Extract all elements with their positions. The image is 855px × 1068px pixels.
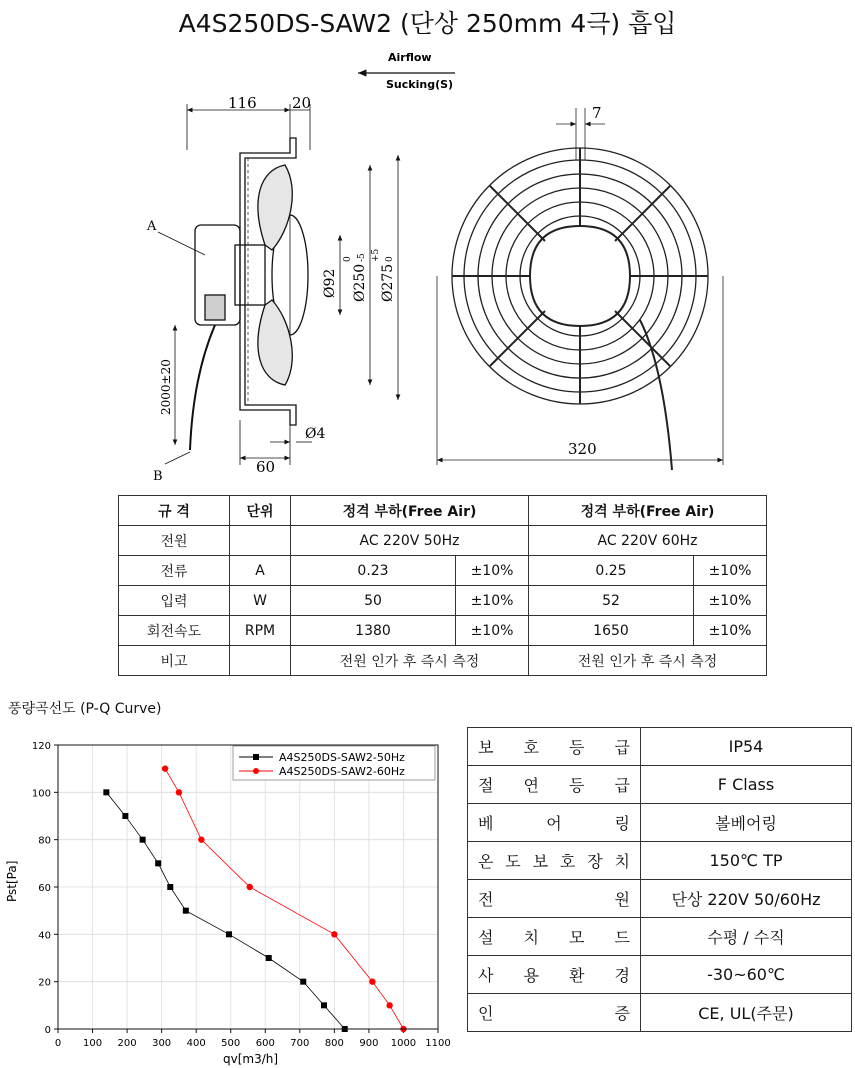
spec-value-50hz: 0.23: [291, 556, 456, 586]
feature-key: 온 도 보 호 장 치: [468, 842, 641, 880]
feature-value: 볼베어링: [641, 804, 852, 842]
dim-116: 116: [228, 94, 257, 112]
spec-value-50hz: AC 220V 50Hz: [291, 526, 529, 556]
feature-row: [468, 842, 852, 880]
legend-label: A4S250DS-SAW2-50Hz: [279, 751, 405, 764]
y-axis-label: Pst[Pa]: [5, 860, 19, 902]
y-tick-label: 60: [38, 883, 51, 894]
feature-key: 전 원: [468, 880, 641, 918]
spec-label: 전원: [119, 526, 230, 556]
feature-row: [468, 766, 852, 804]
spec-value-60hz: 0.25: [529, 556, 694, 586]
spec-unit: RPM: [230, 616, 291, 646]
spec-value-60hz: AC 220V 60Hz: [529, 526, 767, 556]
series-line-1: [165, 769, 403, 1029]
dim-2000: 2000±20: [159, 359, 173, 415]
spec-header-row: [119, 496, 767, 526]
dim-7: 7: [592, 104, 602, 122]
feature-key: 베 어 링: [468, 804, 641, 842]
legend-label: A4S250DS-SAW2-60Hz: [279, 765, 405, 778]
spec-tol-60hz: ±10%: [694, 556, 767, 586]
spec-header-spec: 규 격: [119, 496, 230, 526]
y-tick-label: 40: [38, 930, 51, 942]
spec-value-50hz: 1380: [291, 616, 456, 646]
x-tick-label: 200: [117, 1038, 137, 1049]
spec-value-50hz: 전원 인가 후 즉시 측정: [291, 646, 529, 676]
feature-value: 단상 220V 50/60Hz: [641, 880, 852, 918]
data-point: [198, 836, 204, 842]
spec-value-60hz: 전원 인가 후 즉시 측정: [529, 646, 767, 676]
x-tick-label: 400: [186, 1038, 206, 1049]
feature-value: -30~60℃: [641, 956, 852, 994]
spec-label: 회전속도: [119, 616, 230, 646]
feature-key: 설 치 모 드: [468, 918, 641, 956]
y-tick-label: 0: [44, 1025, 51, 1036]
spec-label: 전류: [119, 556, 230, 586]
x-axis-label: qv[m3/h]: [223, 1052, 279, 1066]
dim-275-tol-bottom: 0: [385, 256, 395, 262]
technical-drawing: [0, 40, 855, 490]
data-point: [300, 979, 306, 985]
data-point: [176, 789, 182, 795]
spec-row-note: [119, 646, 767, 676]
spec-header-unit: 단위: [230, 496, 291, 526]
spec-tol-50hz: ±10%: [456, 616, 529, 646]
spec-label: 비고: [119, 646, 230, 676]
legend-marker: [253, 754, 259, 760]
pq-curve-title: 풍량곡선도 (P-Q Curve): [8, 701, 162, 717]
feature-row: [468, 728, 852, 766]
spec-row-speed: [119, 616, 767, 646]
dim-320: 320: [568, 440, 597, 458]
feature-value: F Class: [641, 766, 852, 804]
x-tick-label: 100: [82, 1038, 103, 1049]
x-tick-label: 900: [359, 1038, 379, 1049]
spec-tol-50hz: ±10%: [456, 586, 529, 616]
x-tick-label: 1000: [390, 1038, 417, 1049]
spec-unit: A: [230, 556, 291, 586]
data-point: [183, 908, 189, 914]
x-tick-label: 500: [221, 1038, 241, 1049]
chart-legend: [233, 746, 435, 780]
feature-value: IP54: [641, 728, 852, 766]
spec-value-60hz: 52: [529, 586, 694, 616]
y-tick-label: 120: [31, 741, 51, 752]
y-tick-label: 100: [31, 788, 51, 800]
dim-250-tol-bottom: -5: [357, 253, 367, 262]
y-tick-label: 80: [38, 835, 51, 847]
feature-row: [468, 994, 852, 1032]
label-a: A: [147, 219, 157, 234]
feature-row: [468, 918, 852, 956]
data-point: [167, 884, 173, 890]
data-point: [140, 837, 146, 843]
spec-value-50hz: 50: [291, 586, 456, 616]
legend-marker: [253, 768, 259, 774]
feature-row: [468, 880, 852, 918]
spec-tol-50hz: ±10%: [456, 556, 529, 586]
y-tick-label: 20: [38, 977, 51, 989]
page-title: A4S250DS-SAW2 (단상 250mm 4극) 흡입: [178, 9, 677, 38]
data-point: [103, 789, 109, 795]
data-point: [122, 813, 128, 819]
x-tick-label: 600: [255, 1038, 275, 1049]
series-line-0: [106, 792, 344, 1029]
dim-250: Ø250: [352, 263, 368, 302]
feature-table: [467, 727, 852, 1032]
label-b: B: [153, 469, 163, 484]
feature-value: 수평 / 수직: [641, 918, 852, 956]
feature-key: 사 용 환 경: [468, 956, 641, 994]
chart-series: [103, 765, 406, 1032]
front-view: [437, 108, 723, 470]
data-point: [386, 1002, 392, 1008]
x-tick-label: 700: [290, 1038, 310, 1049]
feature-value: 150℃ TP: [641, 842, 852, 880]
feature-row: [468, 956, 852, 994]
dim-4: Ø4: [305, 426, 326, 442]
airflow-label: Airflow: [388, 51, 432, 64]
spec-unit: [230, 646, 291, 676]
x-tick-label: 0: [54, 1038, 62, 1049]
feature-key: 보 호 등 급: [468, 728, 641, 766]
dim-275-tol-top: +5: [371, 248, 381, 262]
data-point: [331, 931, 337, 937]
x-tick-label: 1100: [425, 1038, 451, 1049]
data-point: [155, 860, 161, 866]
dim-250-tol-top: 0: [343, 256, 353, 262]
dim-275: Ø275: [380, 263, 396, 302]
spec-row-input: [119, 586, 767, 616]
dim-92: Ø92: [322, 268, 338, 298]
spec-header-50hz: 정격 부하(Free Air): [291, 496, 529, 526]
data-point: [247, 884, 253, 890]
spec-unit: [230, 526, 291, 556]
spec-row-power: [119, 526, 767, 556]
spec-row-current: [119, 556, 767, 586]
x-tick-label: 800: [324, 1038, 344, 1049]
feature-key: 절 연 등 급: [468, 766, 641, 804]
dim-20: 20: [292, 94, 312, 112]
feature-key: 인 증: [468, 994, 641, 1032]
spec-label: 입력: [119, 586, 230, 616]
data-point: [321, 1002, 327, 1008]
dim-60: 60: [256, 458, 276, 476]
spec-tol-60hz: ±10%: [694, 616, 767, 646]
data-point: [162, 765, 168, 771]
spec-unit: W: [230, 586, 291, 616]
x-tick-label: 300: [152, 1038, 172, 1049]
spec-header-60hz: 정격 부하(Free Air): [529, 496, 767, 526]
feature-row: [468, 804, 852, 842]
feature-value: CE, UL(주문): [641, 994, 852, 1032]
data-point: [369, 978, 375, 984]
data-point: [226, 931, 232, 937]
pq-chart: [0, 730, 455, 1068]
spec-value-60hz: 1650: [529, 616, 694, 646]
data-point: [266, 955, 272, 961]
spec-tol-60hz: ±10%: [694, 586, 767, 616]
spec-table: [118, 495, 767, 676]
sucking-label: Sucking(S): [386, 78, 454, 91]
